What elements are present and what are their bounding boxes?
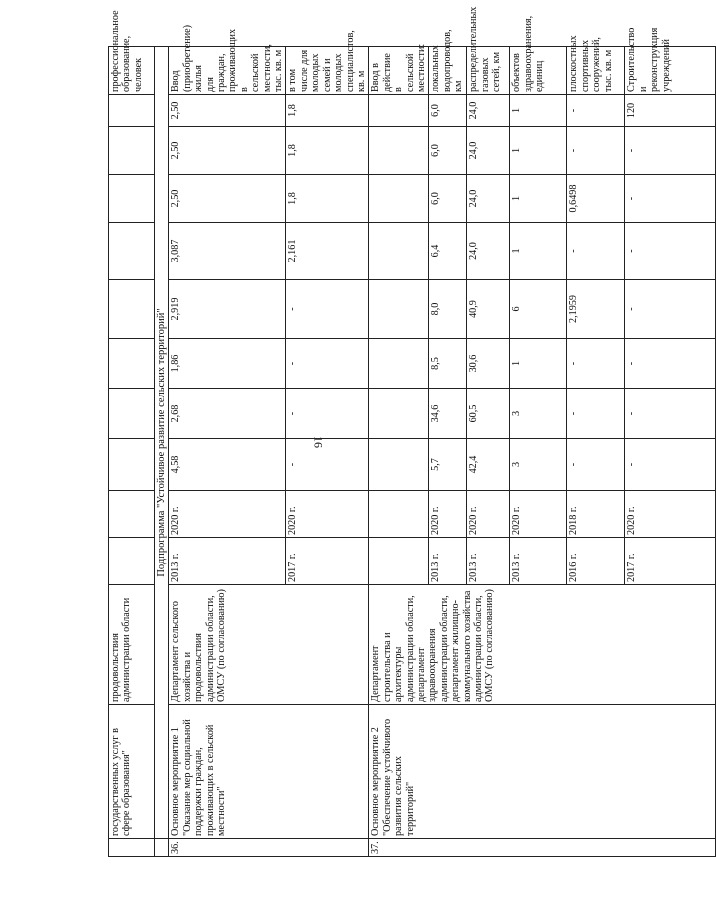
cell-empty [369,95,429,127]
value-cell: 2,919 [169,280,286,339]
value-cell: 24,0 [467,223,510,280]
cell-empty [109,538,155,585]
indicator-header: Ввод в действие в сельской местности: [369,47,429,95]
value-cell: 8,0 [429,280,467,339]
value-cell: 34,6 [429,389,467,439]
value-cell: 0,6498 [567,175,625,223]
value-cell: 60,5 [467,389,510,439]
table-row [169,47,286,857]
subprogram-row [155,47,169,857]
value-cell: 3 [510,389,567,439]
end-year: 2020 г. [510,491,567,538]
value-cell: - [625,175,716,223]
value-cell: 1 [510,175,567,223]
value-cell: - [567,223,625,280]
value-cell: 2,161 [286,223,369,280]
start-year: 2013 г. [467,538,510,585]
value-cell: 2,1959 [567,280,625,339]
indicator: Строительство и реконструкция учреждений [625,47,716,95]
cell-empty [109,223,155,280]
value-cell: - [567,439,625,491]
executor: Департамент строительства и архитектуры администрации области, департамент здравоохранения администрации области, департамент жилищно-коммунального хозяйства администрации области, ОМСУ (по согласованию) [369,585,716,705]
cell-indicator-cont: профессиональное образование, человек [109,47,155,95]
value-cell: 1,86 [169,339,286,389]
indicator: распределительных газовых сетей, км [467,47,510,95]
value-cell: 1 [510,339,567,389]
cell-empty [369,127,429,175]
value-cell: 1,8 [286,95,369,127]
value-cell: - [625,223,716,280]
page-number: 16 [311,436,326,448]
cell-empty [369,175,429,223]
value-cell: - [567,339,625,389]
start-year: 2017 г. [625,538,716,585]
value-cell: - [625,127,716,175]
value-cell: 1 [510,127,567,175]
value-cell: 24,0 [467,175,510,223]
value-cell: 2,68 [169,389,286,439]
indicator: в том числе для молодых семей и молодых специалистов, кв. м [286,47,369,95]
cell-empty [369,339,429,389]
value-cell: 6,0 [429,127,467,175]
measure-name: Основное мероприятие 1 "Оказание мер социальной поддержки граждан, проживающих в сельской местности" [169,705,369,839]
value-cell: - [567,389,625,439]
value-cell: 1 [510,223,567,280]
indicator: плоскостных спортивных сооружений, тыс. кв. м [567,47,625,95]
value-cell: 1 [510,95,567,127]
value-cell: - [286,389,369,439]
cell-empty [369,538,429,585]
value-cell: 3,087 [169,223,286,280]
value-cell: 1,8 [286,175,369,223]
value-cell: - [625,280,716,339]
cell-empty [109,175,155,223]
subprogram-title: Подпрограмма "Устойчивое развитие сельских территорий" [155,47,169,839]
value-cell: - [567,127,625,175]
value-cell: 8,5 [429,339,467,389]
cell-empty [369,280,429,339]
cell-empty [155,839,169,857]
value-cell: - [625,389,716,439]
value-cell: - [286,439,369,491]
indicator: локальных водопроводов, км [429,47,467,95]
end-year: 2020 г. [286,491,369,538]
cell-empty [109,280,155,339]
rotated-table-wrapper [108,6,672,857]
cell-empty [369,439,429,491]
continuation-row [109,47,155,857]
cell-empty [109,439,155,491]
value-cell: 5,7 [429,439,467,491]
value-cell: 6,0 [429,95,467,127]
value-cell: - [625,339,716,389]
cell-num-cont [109,839,155,857]
start-year: 2013 г. [169,538,286,585]
cell-empty [109,127,155,175]
cell-empty [109,339,155,389]
value-cell: 2,50 [169,95,286,127]
end-year: 2020 г. [429,491,467,538]
value-cell: - [567,95,625,127]
program-table [108,6,716,857]
value-cell: 24,0 [467,95,510,127]
value-cell: 6,4 [429,223,467,280]
value-cell: 6,0 [429,175,467,223]
value-cell: - [286,339,369,389]
cell-empty [369,223,429,280]
measure-name: Основное мероприятие 2 "Обеспечение устойчивого развития сельских территорий" [369,705,716,839]
start-year: 2013 г. [429,538,467,585]
indicator: объектов здравоохранения, единиц [510,47,567,95]
cell-empty [109,95,155,127]
value-cell: 30,6 [467,339,510,389]
row-number: 37. [369,839,716,857]
cell-empty [369,491,429,538]
cell-empty [369,389,429,439]
value-cell: 2,50 [169,175,286,223]
end-year: 2020 г. [625,491,716,538]
value-cell: 6 [510,280,567,339]
value-cell: 40,9 [467,280,510,339]
end-year: 2020 г. [169,491,286,538]
value-cell: 4,58 [169,439,286,491]
value-cell: 42,4 [467,439,510,491]
value-cell: 24,0 [467,127,510,175]
start-year: 2013 г. [510,538,567,585]
cell-name-cont: государственных услуг в сфере образования" [109,705,155,839]
indicator: Ввод (приобретение) жилья для граждан, проживающих в сельской местности, тыс. кв. м [169,47,286,95]
value-cell: 3 [510,439,567,491]
table-row [369,47,429,857]
start-year: 2016 г. [567,538,625,585]
value-cell: 1,8 [286,127,369,175]
cell-exec-cont: продовольствия администрации области [109,585,155,705]
value-cell: - [286,280,369,339]
value-cell: 120 [625,95,716,127]
end-year: 2020 г. [467,491,510,538]
value-cell: - [625,439,716,491]
cell-empty [109,491,155,538]
row-number: 36. [169,839,369,857]
start-year: 2017 г. [286,538,369,585]
value-cell: 2,50 [169,127,286,175]
cell-empty [109,389,155,439]
executor: Департамент сельского хозяйства и продовольствия администрации области, ОМСУ (по согласованию) [169,585,369,705]
end-year: 2018 г. [567,491,625,538]
